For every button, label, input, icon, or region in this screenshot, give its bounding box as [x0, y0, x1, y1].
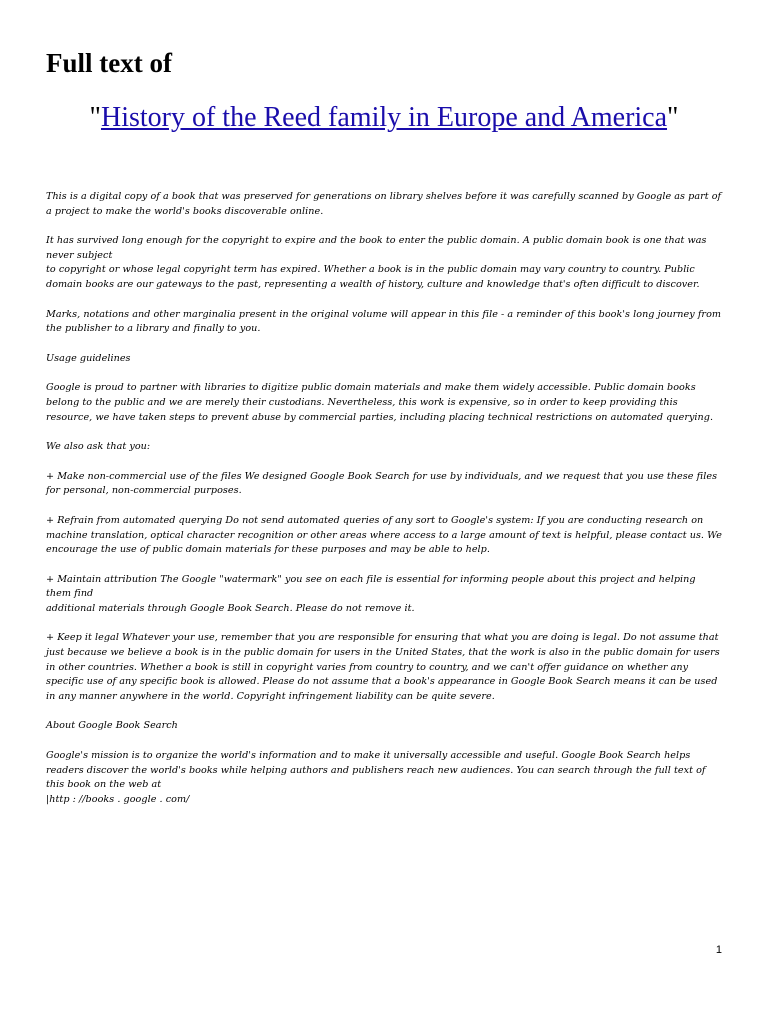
- title-close-quote: ": [667, 102, 679, 133]
- public-domain-paragraph-end: to copyright or whose legal copyright term has expired. Whether a book is in the public domain may vary country to country. Public domain books are our gateways to the past, representing a wealth of history, culture and knowledge that's often difficult to discover.: [46, 264, 700, 290]
- we-ask-paragraph: We also ask that you:: [46, 441, 151, 453]
- usage-guidelines-heading: Usage guidelines: [46, 352, 131, 364]
- page-heading: Full text of: [46, 48, 172, 78]
- attribution-paragraph-start: + Maintain attribution The Google "watermark" you see on each file is essential for informing people about this project and helping them find: [46, 573, 696, 600]
- page-number: 1: [715, 944, 722, 956]
- non-commercial-paragraph: + Make non-commercial use of the files We designed Google Book Search for use by individuals, and we request that you use these files for personal, non-commercial purposes.: [46, 470, 718, 497]
- public-domain-paragraph-start: It has survived long enough for the copyright to expire and the book to enter the public domain. A public domain book is one that was never subject: [46, 235, 707, 261]
- attribution-paragraph-end: additional materials through Google Book Search. Please do not remove it.: [46, 602, 415, 614]
- books-url: |http : //books . google . com/: [46, 793, 190, 805]
- intro-paragraph: This is a digital copy of a book that was preserved for generations on library shelves before it was carefully scanned by Google as part of a project to make the world's books discoverable online.: [46, 191, 722, 217]
- partner-paragraph: Google is proud to partner with libraries to digitize public domain materials and make them widely accessible. Public domain books belong to the public and we are merely their custodians. Nevertheless, this work is expensive, so in order to keep providing this resource, we have taken steps to prevent abuse by commercial parties, including placing technical restrictions on automated querying.: [46, 382, 714, 423]
- marginalia-paragraph: Marks, notations and other marginalia present in the original volume will appear in this file - a reminder of this book's long journey from the publisher to a library and finally to you.: [46, 308, 722, 335]
- document-title: [60, 100, 708, 136]
- document-title-link[interactable]: History of the Reed family in Europe and America: [100, 102, 668, 133]
- document-body: [46, 190, 722, 822]
- keep-legal-paragraph: + Keep it legal Whatever your use, remember that you are responsible for ensuring that what you are doing is legal. Do not assume that just because we believe a book is in the public domain for users in the United States, that the work is also in the public domain for users in other countries. Whether a book is still in copyright varies from country to country, and we can't offer guidance on whether any specific use of any specific book is allowed. Please do not assume that a book's appearance in Google Book Search means it can be used in any manner anywhere in the world. Copyright infringement liability can be quite severe.: [46, 632, 720, 702]
- no-automated-querying-paragraph: + Refrain from automated querying Do not send automated queries of any sort to Google's system: If you are conducting research on machine translation, optical character recognition or other areas where access to a large amount of text is helpful, please contact us. We encourage the use of public domain materials for these purposes and may be able to help.: [46, 514, 722, 556]
- mission-paragraph: Google's mission is to organize the world's information and to make it universally accessible and useful. Google Book Search helps readers discover the world's books while helping authors and publishers reach new audiences. You can search through the full text of this book on the web at: [46, 750, 706, 791]
- about-heading: About Google Book Search: [46, 720, 178, 732]
- title-open-quote: ": [89, 102, 101, 133]
